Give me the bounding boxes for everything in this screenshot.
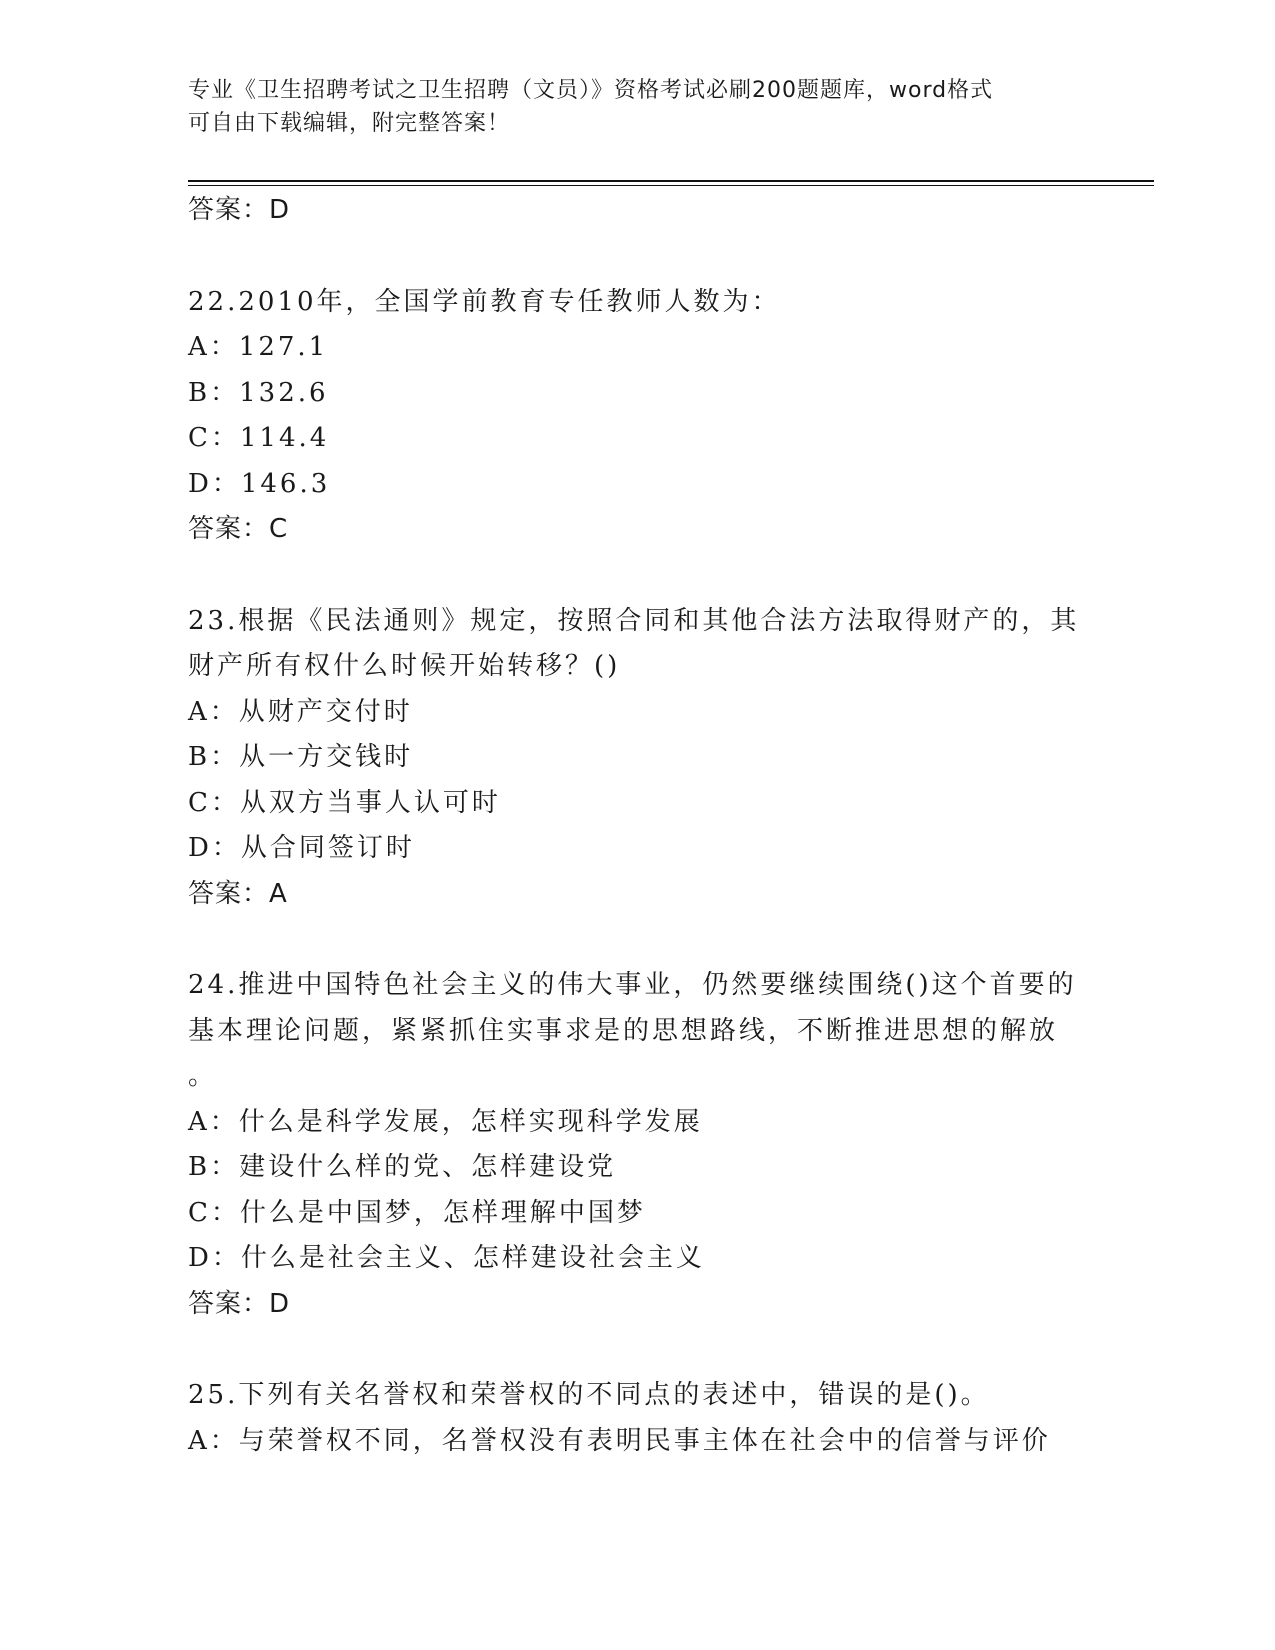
question-block <box>188 963 1088 1327</box>
question-stem: 23.根据《民法通则》规定，按照合同和其他合法方法取得财产的，其 <box>188 605 1080 636</box>
header-line-1: 专业《卫生招聘考试之卫生招聘（文员）》资格考试必刷200题题库，word格式 <box>188 78 994 103</box>
question-stem: 22.2010年，全国学前教育专任教师人数为： <box>188 286 781 317</box>
question-stem-continued: 。 <box>188 1061 218 1091</box>
option-c: C：114.4 <box>188 423 330 453</box>
answer-line: 答案：A <box>188 878 288 909</box>
option-a: A：什么是科学发展，怎样实现科学发展 <box>188 1106 703 1137</box>
option-b: B：从一方交钱时 <box>188 742 414 772</box>
option-d: D：146.3 <box>188 468 331 499</box>
answer-line: 答案：D <box>188 1288 291 1319</box>
option-b: B：建设什么样的党、怎样建设党 <box>188 1152 617 1182</box>
header-rule-thick <box>188 180 1154 182</box>
spacer <box>188 1327 1088 1373</box>
option-b: B：132.6 <box>188 377 329 408</box>
question-stem-continued: 财产所有权什么时候开始转移？() <box>188 651 621 681</box>
question-stem-continued: 基本理论问题，紧紧抓住实事求是的思想路线，不断推进思想的解放 <box>188 1015 1059 1046</box>
option-d: D：从合同签订时 <box>188 833 415 863</box>
option-a: A：127.1 <box>188 332 329 362</box>
question-stem: 25.下列有关名誉权和荣誉权的不同点的表述中，错误的是()。 <box>188 1380 990 1410</box>
option-d: D：什么是社会主义、怎样建设社会主义 <box>188 1243 705 1273</box>
option-a: A：从财产交付时 <box>188 696 413 727</box>
answer-line: 答案：D <box>188 195 291 225</box>
header-line-2: 可自由下载编辑，附完整答案！ <box>188 111 511 136</box>
question-stem: 24.推进中国特色社会主义的伟大事业，仍然要继续围绕()这个首要的 <box>188 970 1077 1000</box>
question-block <box>188 599 1088 918</box>
document-header <box>188 74 1068 140</box>
spacer <box>188 917 1088 963</box>
question-block <box>188 1373 1088 1464</box>
option-c: C：从双方当事人认可时 <box>188 787 501 818</box>
spacer <box>188 553 1088 599</box>
header-rule-thin <box>188 185 1154 186</box>
option-a: A：与荣誉权不同，名誉权没有表明民事主体在社会中的信誉与评价 <box>188 1425 1051 1456</box>
option-c: C：什么是中国梦，怎样理解中国梦 <box>188 1197 646 1228</box>
spacer <box>188 234 1088 280</box>
question-block <box>188 280 1088 553</box>
question-content <box>188 188 1088 1464</box>
answer-line: 答案：C <box>188 514 289 544</box>
